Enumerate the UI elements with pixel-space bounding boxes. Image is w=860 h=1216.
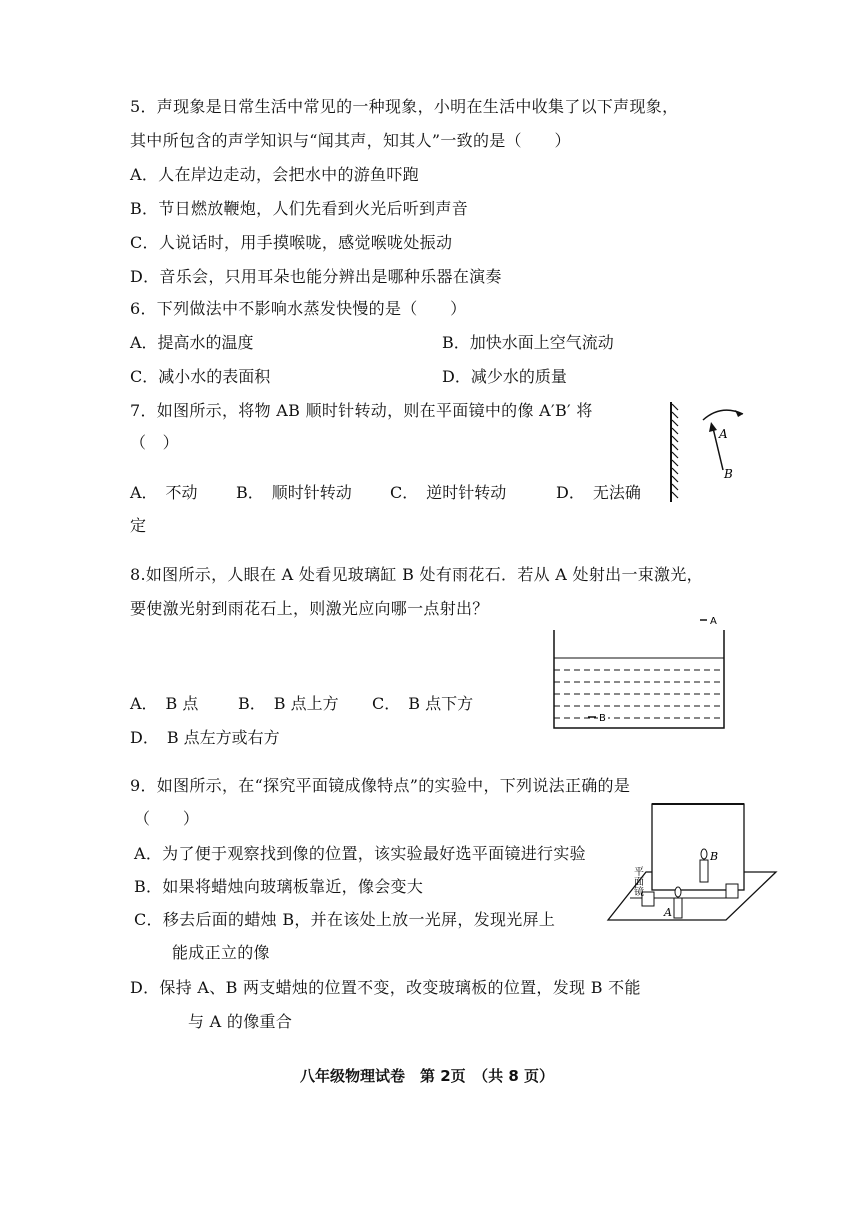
- q9-stem-line2: （ ）: [134, 809, 200, 828]
- q5-option-c: C．人说话时，用手摸喉咙，感觉喉咙处振动: [130, 233, 453, 252]
- q8-figure-glass-tank: [548, 612, 728, 734]
- glass-plate: [652, 804, 744, 890]
- candle-b: [700, 860, 708, 882]
- q8-option-d: D． B 点左方或右方: [130, 728, 280, 747]
- q5-stem-line1: 5．声现象是日常生活中常见的一种现象，小明在生活中收集了以下声现象，: [130, 97, 679, 116]
- candle-a: [674, 898, 682, 918]
- holder-right: [726, 884, 738, 898]
- candle-a-flame: [675, 887, 681, 897]
- q9-figure-mirror-experiment: [604, 800, 780, 926]
- q8-stem-line1: 8.如图所示，人眼在 A 处看见玻璃缸 B 处有雨花石．若从 A 处射出一束激光，: [130, 565, 703, 584]
- candle-b-flame: [701, 849, 707, 859]
- q9-option-d-wrap: 与 A 的像重合: [188, 1012, 293, 1031]
- q9-option-b: B．如果将蜡烛向玻璃板靠近，像会变大: [134, 877, 424, 896]
- label-b: B: [599, 713, 606, 724]
- water-lines: [554, 658, 724, 718]
- q7-stem-line2: （ ）: [130, 433, 179, 452]
- tank-outline: [554, 630, 724, 728]
- q6-option-c: C．减小水的表面积: [130, 367, 271, 386]
- label-a: A: [719, 427, 728, 441]
- q8-stem-line2: 要使激光射到雨花石上，则激光应向哪一点射出？: [130, 599, 489, 618]
- q9-option-c: C．移去后面的蜡烛 B，并在该处上放一光屏，发现光屏上: [134, 910, 556, 929]
- label-a: A: [710, 616, 717, 627]
- plane-mirror: [671, 402, 678, 502]
- q5-option-d: D．音乐会，只用耳朵也能分辨出是哪种乐器在演奏: [130, 267, 502, 286]
- label-a: A: [664, 906, 672, 919]
- q7-figure-mirror-rotation: [655, 398, 755, 506]
- q5-stem-line2: 其中所包含的声学知识与“闻其声，知其人”一致的是（ ）: [130, 131, 571, 150]
- rotation-arrowhead: [735, 410, 743, 417]
- q5-option-a: A．人在岸边走动，会把水中的游鱼吓跑: [130, 165, 419, 184]
- q9-option-a: A．为了便于观察找到像的位置，该实验最好选平面镜进行实验: [134, 844, 586, 863]
- page-footer: 八年级物理试卷 第 2页 （共 8 页）: [300, 1067, 555, 1085]
- q9-option-d: D．保持 A、B 两支蜡烛的位置不变，改变玻璃板的位置，发现 B 不能: [130, 978, 641, 997]
- q8-option-b: B． B 点上方: [238, 694, 339, 713]
- mirror-label: 平面镜: [631, 866, 643, 896]
- q7-option-a: A． 不动: [130, 483, 198, 502]
- object-arrowhead: [709, 422, 717, 432]
- q7-option-d-wrap: 定: [130, 516, 147, 535]
- q8-option-c: C． B 点下方: [372, 694, 474, 713]
- q7-option-b: B． 顺时针转动: [236, 483, 352, 502]
- q7-stem-line1: 7．如图所示，将物 AB 顺时针转动，则在平面镜中的像 A′B′ 将: [130, 401, 593, 420]
- q7-option-d: D． 无法确: [556, 483, 641, 502]
- label-b: B: [710, 850, 719, 863]
- q6-option-d: D．减少水的质量: [442, 367, 567, 386]
- q6-stem: 6．下列做法中不影响水蒸发快慢的是（ ）: [130, 299, 467, 318]
- holder-left: [642, 892, 654, 906]
- q6-option-a: A．提高水的温度: [130, 333, 254, 352]
- q7-option-c: C． 逆时针转动: [390, 483, 507, 502]
- q5-option-b: B．节日燃放鞭炮，人们先看到火光后听到声音: [130, 199, 469, 218]
- q9-stem-line1: 9．如图所示，在“探究平面镜成像特点”的实验中，下列说法正确的是: [130, 776, 631, 795]
- q6-option-b: B．加快水面上空气流动: [442, 333, 614, 352]
- label-b: B: [724, 467, 733, 481]
- q9-option-c-wrap: 能成正立的像: [172, 943, 270, 962]
- q8-option-a: A． B 点: [130, 694, 199, 713]
